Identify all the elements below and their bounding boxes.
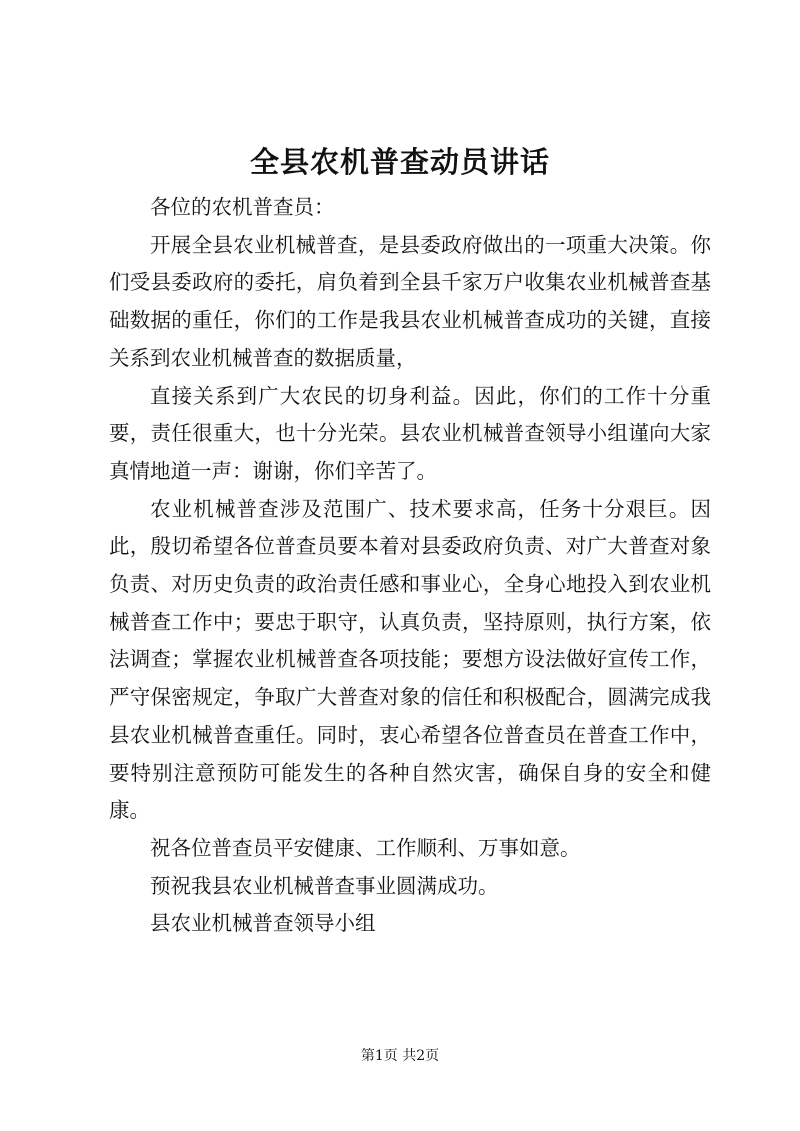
salutation: 各位的农机普查员： [150, 195, 335, 219]
paragraph-1: 开展全县农业机械普查，是县委政府做出的一项重大决策。你们受县委政府的委托，肩负着到全县千家万户收集农业机械普查基础数据的重任，你们的工作是我县农业机械普查成功的关键，直接关系到农业机械普查的数据质量， [109, 232, 711, 370]
page-footer: 第1页 共2页 [360, 1048, 440, 1064]
document-body [109, 189, 711, 943]
paragraph-5: 预祝我县农业机械普查事业圆满成功。 [150, 873, 499, 898]
paragraph-4: 祝各位普查员平安健康、工作顺利、万事如意。 [150, 835, 581, 860]
signature: 县农业机械普查领导小组 [150, 911, 376, 936]
paragraph-2: 直接关系到广大农民的切身利益。因此，你们的工作十分重要，责任很重大，也十分光荣。县农业机械普查领导小组谨向大家真情地道一声：谢谢，你们辛苦了。 [109, 383, 711, 483]
paragraph-3: 农业机械普查涉及范围广、技术要求高，任务十分艰巨。因此，殷切希望各位普查员要本着对县委政府负责、对广大普查对象负责、对历史负责的政治责任感和事业心，全身心地投入到农业机械普查工作中；要忠于职守，认真负责，坚持原则，执行方案，依法调查；掌握农业机械普查各项技能；要想方设法做好宣传工作，严守保密规定，争取广大普查对象的信任和积极配合，圆满完成我县农业机械普查重任。同时，衷心希望各位普查员在普查工作中，要特别注意预防可能发生的各种自然灾害，确保自身的安全和健康。 [109, 496, 711, 823]
document-title: 全县农机普查动员讲话 [249, 145, 550, 179]
